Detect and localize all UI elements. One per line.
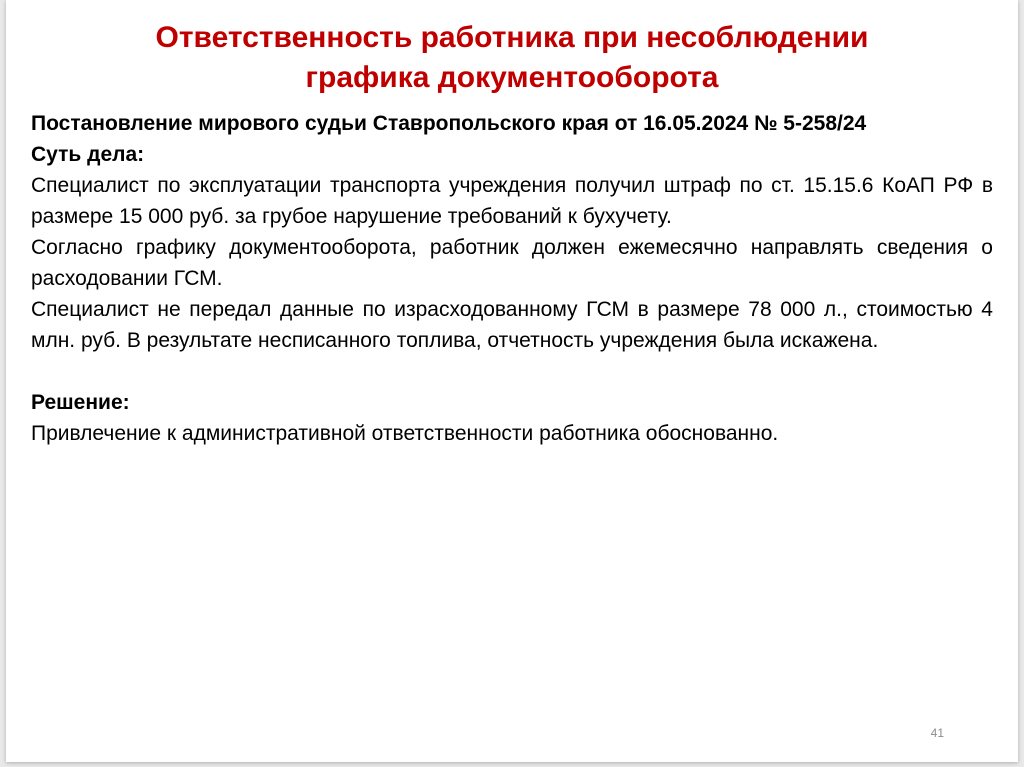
slide-title-line-1: Ответственность работника при несоблюдении (155, 21, 869, 54)
case-paragraph-1: Специалист по эксплуатации транспорта учреждения получил штраф по ст. 15.15.6 КоАП РФ в размере 15 000 руб. за грубое нарушение требований к бухучету. (31, 174, 993, 228)
decision-text: Привлечение к административной ответственности работника обоснованно. (31, 422, 779, 445)
slide (6, 0, 1018, 762)
case-paragraph-2: Согласно графику документооборота, работник должен ежемесячно направлять сведения о расходовании ГСМ. (31, 236, 993, 290)
slide-body (31, 108, 993, 449)
slide-title-line-2: графика документооборота (305, 61, 719, 94)
decree-reference: Постановление мирового судьи Ставропольского края от 16.05.2024 № 5-258/24 (31, 112, 867, 135)
case-paragraph-3: Специалист не передал данные по израсходованному ГСМ в размере 78 000 л., стоимостью 4 млн. руб. В результате несписанного топлива, отчетность учреждения была искажена. (31, 298, 993, 352)
slide-title (6, 18, 1018, 98)
case-heading: Суть дела: (31, 143, 145, 166)
decision-heading: Решение: (31, 391, 130, 414)
page-number: 41 (930, 726, 944, 740)
spacer (31, 356, 993, 387)
